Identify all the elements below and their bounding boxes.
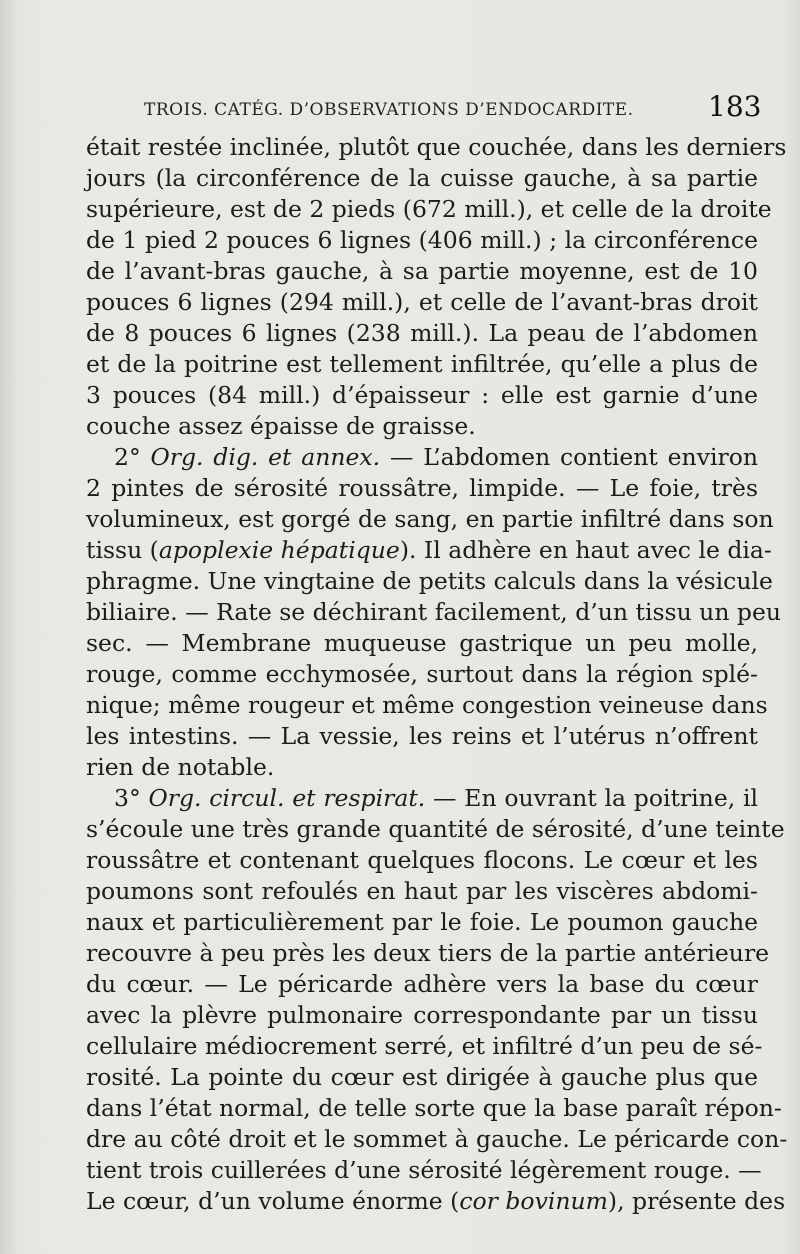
text-segment: 2° [114,443,151,471]
text-line: de l’avant-bras gauche, à sa partie moyenne, est de 10 [86,257,758,285]
text-line: avec la plèvre pulmonaire correspondante par un tissu [86,1001,758,1029]
italic-text: Org. dig. et annex. [150,443,381,471]
text-line: supérieure, est de 2 pieds (672 mill.), et celle de la droite [86,195,772,223]
text-line: pouces 6 lignes (294 mill.), et celle de l’avant-bras droit [86,288,758,316]
text-line: de 1 pied 2 pouces 6 lignes (406 mill.) ; la circonférence [86,226,758,254]
text-line: était restée inclinée, plutôt que couchée, dans les derniers [86,133,787,161]
text-line: volumineux, est gorgé de sang, en partie infiltré dans son [86,505,774,533]
text-segment: — En ouvrant la poitrine, il [425,784,758,812]
text-line [86,442,758,473]
text-segment: ). Il adhère en haut avec le dia- [399,536,772,564]
text-line: couche assez épaisse de graisse. [86,412,476,440]
text-line [86,535,772,566]
italic-text: Org. circul. et respirat. [148,784,426,812]
text-line: et de la poitrine est tellement infiltrée, qu’elle a plus de [86,350,758,378]
text-segment: 3° [114,784,149,812]
text-segment: Le cœur, d’un volume énorme ( [86,1187,460,1215]
text-line: jours (la circonférence de la cuisse gauche, à sa partie [86,164,758,192]
text-line: sec. — Membrane muqueuse gastrique un peu molle, [86,629,758,657]
text-line: dans l’état normal, de telle sorte que la base paraît répon- [86,1094,782,1122]
text-line: tient trois cuillerées d’une sérosité légèrement rouge. — [86,1156,762,1184]
text-line: naux et particulièrement par le foie. Le poumon gauche [86,908,758,936]
running-head: TROIS. CATÉG. D’OBSERVATIONS D’ENDOCARDITE. [144,100,634,120]
text-line: rien de notable. [86,753,275,781]
text-line: les intestins. — La vessie, les reins et l’utérus n’offrent [86,722,758,750]
italic-text: apoplexie hépatique [158,536,400,564]
text-line: cellulaire médiocrement serré, et infiltré d’un peu de sé- [86,1032,763,1060]
text-line: rouge, comme ecchymosée, surtout dans la région splé- [86,660,758,688]
text-line: 3 pouces (84 mill.) d’épaisseur : elle est garnie d’une [86,381,758,409]
text-line: phragme. Une vingtaine de petits calculs dans la vésicule [86,567,773,595]
text-line: biliaire. — Rate se déchirant facilement, d’un tissu un peu [86,598,782,626]
text-segment: ), présente des [607,1187,786,1215]
body-text [86,132,788,1217]
text-line: poumons sont refoulés en haut par les viscères abdomi- [86,877,758,905]
italic-text: cor bovinum [459,1187,608,1215]
page-number: 183 [708,90,762,123]
text-line: de 8 pouces 6 lignes (238 mill.). La peau de l’abdomen [86,319,758,347]
text-line: rosité. La pointe du cœur est dirigée à gauche plus que [86,1063,758,1091]
text-segment: tissu ( [86,536,159,564]
text-line: s’écoule une très grande quantité de sérosité, d’une teinte [86,815,785,843]
text-line: dre au côté droit et le sommet à gauche. Le péricarde con- [86,1125,788,1153]
text-line: nique; même rougeur et même congestion veineuse dans [86,691,768,719]
text-line [86,1186,786,1217]
text-line: recouvre à peu près les deux tiers de la partie antérieure [86,939,770,967]
text-line [86,783,758,814]
text-line: 2 pintes de sérosité roussâtre, limpide. — Le foie, très [86,474,758,502]
text-segment: — L’abdomen contient environ [380,443,759,471]
text-line: du cœur. — Le péricarde adhère vers la base du cœur [86,970,758,998]
page-header [0,88,800,128]
text-line: roussâtre et contenant quelques flocons. Le cœur et les [86,846,758,874]
